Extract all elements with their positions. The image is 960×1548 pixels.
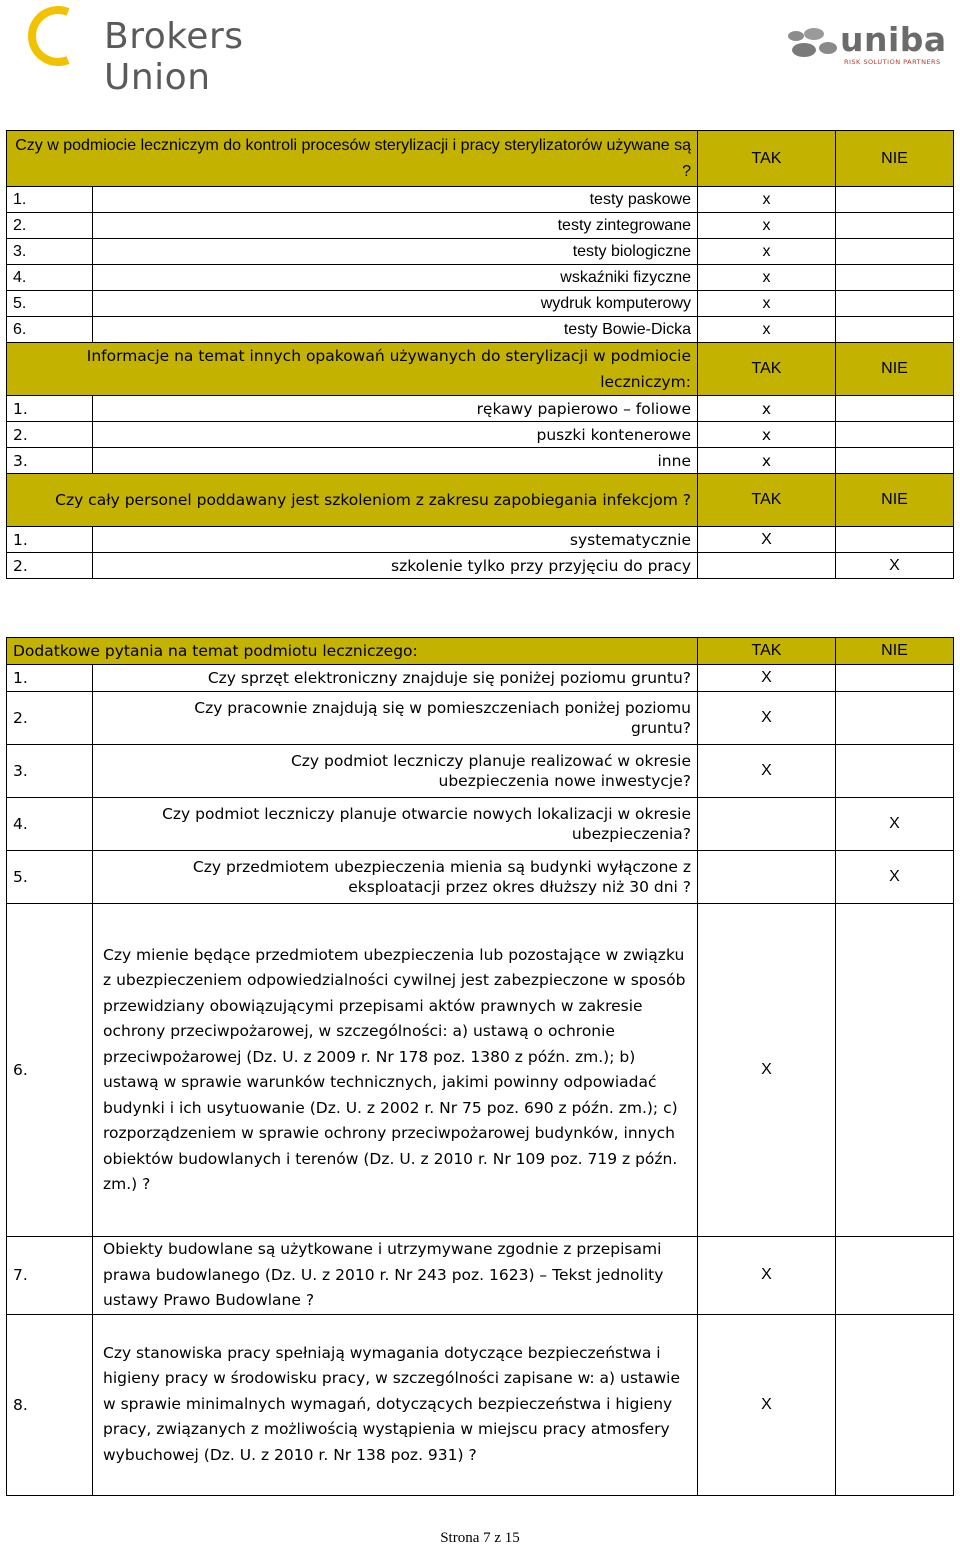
table-row xyxy=(7,553,954,579)
row-text: systematycznie xyxy=(93,527,698,553)
tak-header: TAK xyxy=(698,638,836,665)
row-number: 3. xyxy=(7,448,93,474)
uniba-dots-icon xyxy=(784,26,840,60)
row-nie xyxy=(836,239,954,265)
row-tak: X xyxy=(698,665,836,692)
row-text: Czy sprzęt elektroniczny znajduje się poniżej poziomu gruntu? xyxy=(93,665,698,692)
nie-header: NIE xyxy=(836,638,954,665)
row-tak: x xyxy=(698,422,836,448)
row-nie xyxy=(836,448,954,474)
row-nie xyxy=(836,904,954,1237)
section-question: Czy w podmiocie leczniczym do kontroli procesów sterylizacji i pracy sterylizatorów używane są ? xyxy=(7,131,698,187)
row-number: 2. xyxy=(7,422,93,448)
table-row xyxy=(7,798,954,851)
row-number: 5. xyxy=(7,851,93,904)
nie-header: NIE xyxy=(836,131,954,187)
row-nie xyxy=(836,745,954,798)
row-tak: X xyxy=(698,1237,836,1315)
row-tak: x xyxy=(698,265,836,291)
tak-header: TAK xyxy=(698,474,836,527)
brokers-union-logo xyxy=(28,4,318,98)
section-header xyxy=(7,131,954,187)
additional-questions-table xyxy=(6,637,954,1496)
row-text: inne xyxy=(93,448,698,474)
nie-header: NIE xyxy=(836,474,954,527)
row-number: 2. xyxy=(7,553,93,579)
row-nie xyxy=(836,213,954,239)
row-number: 8. xyxy=(7,1314,93,1495)
table-row xyxy=(7,239,954,265)
row-nie xyxy=(836,1314,954,1495)
page-number: Strona 7 z 15 xyxy=(440,1530,520,1546)
row-tak: X xyxy=(698,1314,836,1495)
section-question: Informacje na temat innych opakowań używanych do sterylizacji w podmiocie leczniczym: xyxy=(7,343,698,396)
row-nie xyxy=(836,665,954,692)
table-row xyxy=(7,851,954,904)
row-number: 1. xyxy=(7,665,93,692)
tak-header: TAK xyxy=(698,131,836,187)
row-tak: x xyxy=(698,213,836,239)
row-nie xyxy=(836,396,954,422)
row-text: testy zintegrowane xyxy=(93,213,698,239)
row-number: 3. xyxy=(7,239,93,265)
row-text: Czy mienie będące przedmiotem ubezpieczenia lub pozostające w związku z ubezpieczeniem odpowiedzialności cywilnej jest zabezpieczone w sposób przewidziany obowiązującymi przepisami aktów prawnych w zakresie ochrony przeciwpożarowej, w szczególności: a) ustawą o ochronie przeciwpożarowej (Dz. U. z 2009 r. Nr 178 poz. 1380 z późn. zm.); b) ustawą w sprawie warunków technicznych, jakimi powinny odpowiadać budynki i ich usytuowanie (Dz. U. z 2002 r. Nr 75 poz. 690 z późn. zm.); c) rozporządzeniem w sprawie ochrony przeciwpożarowej budynków, innych obiektów budowlanych i terenów (Dz. U. z 2010 r. Nr 109 poz. 719 z późn. zm.) ? xyxy=(93,904,698,1237)
uniba-logo xyxy=(784,20,949,68)
row-number: 1. xyxy=(7,396,93,422)
row-tak: X xyxy=(698,904,836,1237)
page-header xyxy=(0,0,960,98)
table-row xyxy=(7,291,954,317)
row-text: testy paskowe xyxy=(93,187,698,213)
row-number: 3. xyxy=(7,745,93,798)
row-tak: x xyxy=(698,396,836,422)
table-row xyxy=(7,422,954,448)
row-text: testy biologiczne xyxy=(93,239,698,265)
row-text: Czy stanowiska pracy spełniają wymagania dotyczące bezpieczeństwa i higieny pracy w środowisku pracy, w szczególności zapisane w: a) ustawie w sprawie minimalnych wymagań, dotyczących bezpieczeństwa i higieny pracy, związanych z możliwością wystąpienia w miejscu pracy atmosfery wybuchowej (Dz. U. z 2010 r. Nr 138 poz. 931) ? xyxy=(93,1314,698,1495)
row-tak xyxy=(698,798,836,851)
table-row xyxy=(7,904,954,1237)
row-number: 2. xyxy=(7,692,93,745)
brokers-union-name: Brokers Union xyxy=(104,16,244,98)
row-nie xyxy=(836,291,954,317)
row-nie: X xyxy=(836,553,954,579)
row-text: Czy podmiot leczniczy planuje otwarcie nowych lokalizacji w okresie ubezpieczenia? xyxy=(93,798,698,851)
row-text: Czy przedmiotem ubezpieczenia mienia są budynki wyłączone z eksploatacji przez okres dłuższy niż 30 dni ? xyxy=(93,851,698,904)
row-tak xyxy=(698,553,836,579)
row-nie xyxy=(836,317,954,343)
section-question: Czy cały personel poddawany jest szkoleniom z zakresu zapobiegania infekcjom ? xyxy=(7,474,698,527)
table-row xyxy=(7,1314,954,1495)
section-header xyxy=(7,474,954,527)
tak-header: TAK xyxy=(698,343,836,396)
row-number: 4. xyxy=(7,798,93,851)
row-nie xyxy=(836,187,954,213)
row-tak: X xyxy=(698,527,836,553)
row-tak: x xyxy=(698,448,836,474)
row-number: 5. xyxy=(7,291,93,317)
table-row xyxy=(7,187,954,213)
row-tak: x xyxy=(698,239,836,265)
row-number: 6. xyxy=(7,317,93,343)
uniba-tagline: RISK SOLUTION PARTNERS xyxy=(844,58,941,66)
table-row xyxy=(7,213,954,239)
row-tak: x xyxy=(698,291,836,317)
row-text: Czy pracownie znajdują się w pomieszczeniach poniżej poziomu gruntu? xyxy=(93,692,698,745)
row-text: Obiekty budowlane są użytkowane i utrzymywane zgodnie z przepisami prawa budowlanego (Dz. U. z 2010 r. Nr 243 poz. 1623) – Tekst jednolity ustawy Prawo Budowlane ? xyxy=(93,1237,698,1315)
row-text: puszki kontenerowe xyxy=(93,422,698,448)
table-row xyxy=(7,1237,954,1315)
row-number: 2. xyxy=(7,213,93,239)
row-number: 1. xyxy=(7,527,93,553)
table-row xyxy=(7,665,954,692)
row-text: szkolenie tylko przy przyjęciu do pracy xyxy=(93,553,698,579)
nie-header: NIE xyxy=(836,343,954,396)
row-number: 1. xyxy=(7,187,93,213)
table-row xyxy=(7,745,954,798)
row-text: testy Bowie-Dicka xyxy=(93,317,698,343)
table-row xyxy=(7,317,954,343)
sterilization-table xyxy=(6,130,954,579)
row-text: wydruk komputerowy xyxy=(93,291,698,317)
brokers-union-arc-icon xyxy=(28,6,80,66)
row-tak xyxy=(698,851,836,904)
table-row xyxy=(7,265,954,291)
row-text: Czy podmiot leczniczy planuje realizować w okresie ubezpieczenia nowe inwestycje? xyxy=(93,745,698,798)
table-row xyxy=(7,396,954,422)
row-nie xyxy=(836,1237,954,1315)
row-nie: X xyxy=(836,851,954,904)
row-tak: x xyxy=(698,187,836,213)
row-nie xyxy=(836,692,954,745)
row-nie xyxy=(836,527,954,553)
row-tak: X xyxy=(698,692,836,745)
table-row xyxy=(7,692,954,745)
table-row xyxy=(7,527,954,553)
row-nie xyxy=(836,422,954,448)
row-nie xyxy=(836,265,954,291)
row-number: 6. xyxy=(7,904,93,1237)
section-question: Dodatkowe pytania na temat podmiotu leczniczego: xyxy=(7,638,698,665)
row-number: 7. xyxy=(7,1237,93,1315)
uniba-brand: uniba xyxy=(840,20,947,59)
section-header xyxy=(7,638,954,665)
row-number: 4. xyxy=(7,265,93,291)
row-tak: X xyxy=(698,745,836,798)
row-text: rękawy papierowo – foliowe xyxy=(93,396,698,422)
row-text: wskaźniki fizyczne xyxy=(93,265,698,291)
table-row xyxy=(7,448,954,474)
row-tak: x xyxy=(698,317,836,343)
row-nie: X xyxy=(836,798,954,851)
section-header xyxy=(7,343,954,396)
